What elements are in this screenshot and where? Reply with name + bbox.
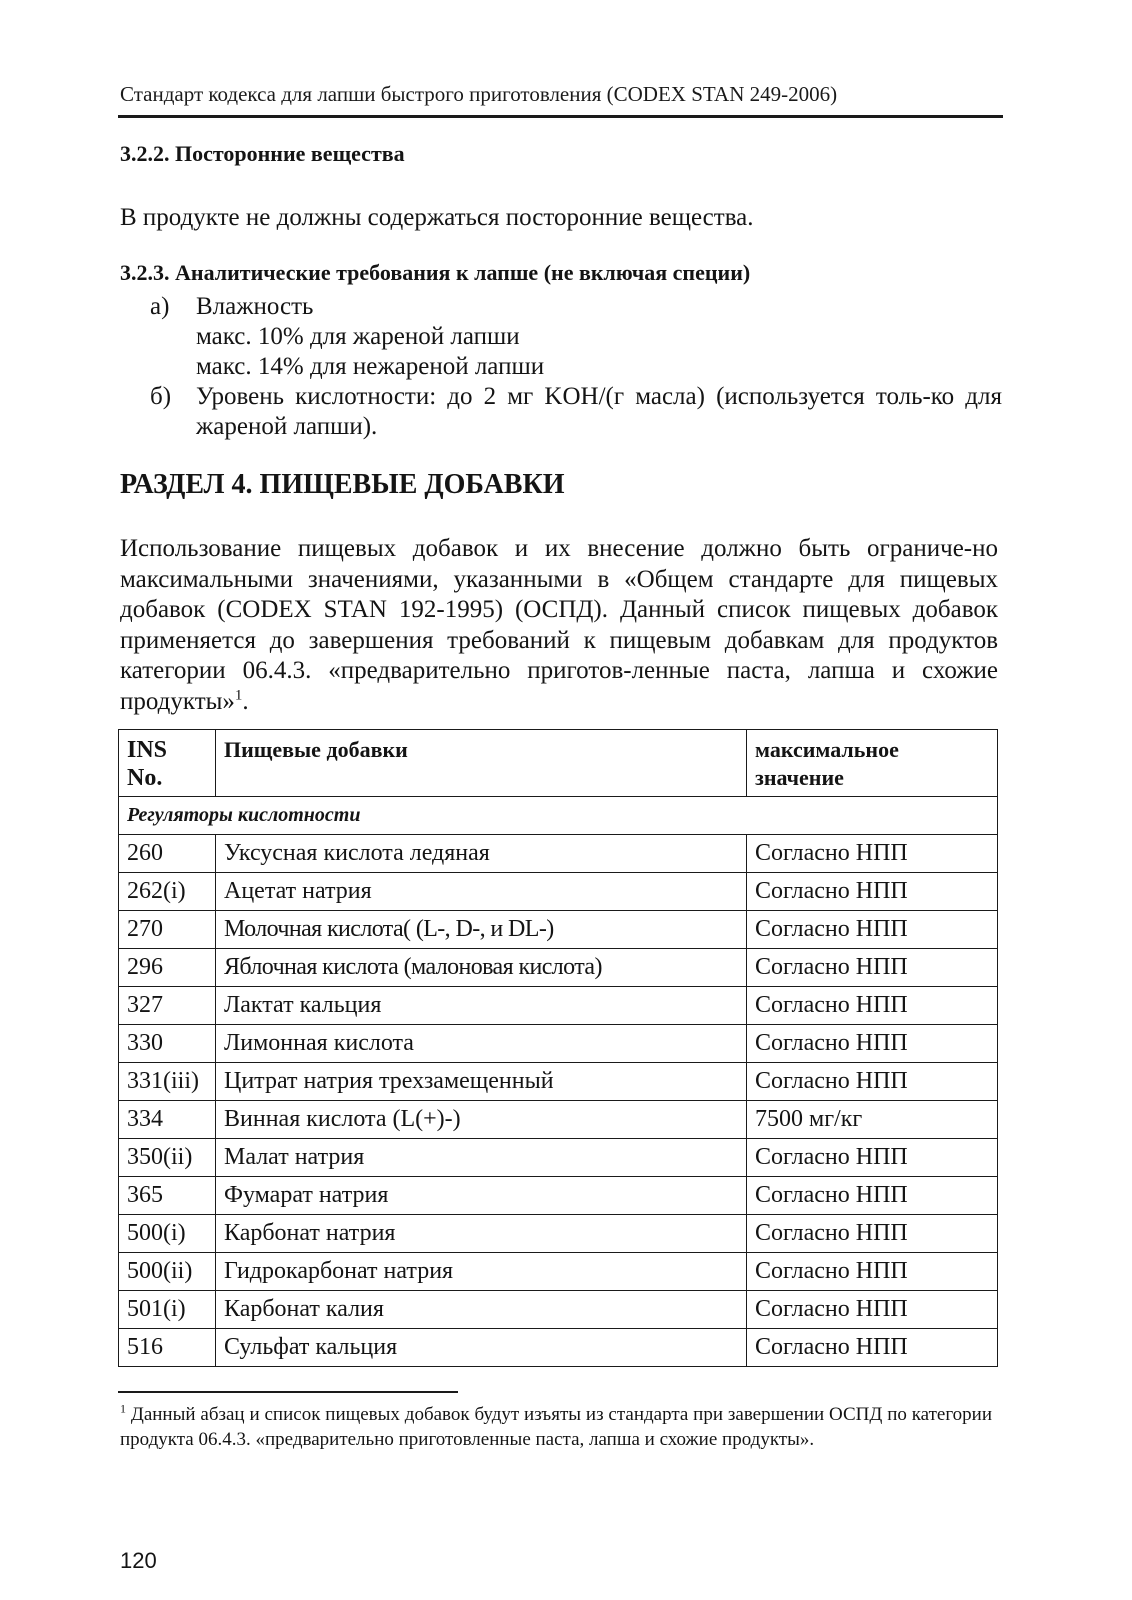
cell-ins-no: 262(i) bbox=[119, 873, 216, 911]
header-additive: Пищевые добавки bbox=[216, 730, 747, 797]
table-row bbox=[119, 873, 998, 911]
cell-additive-name: Винная кислота (L(+)-) bbox=[216, 1101, 747, 1139]
cell-max-value: Согласно НПП bbox=[747, 1139, 998, 1177]
footnote-text: Данный абзац и список пищевых добавок будут изъяты из стандарта при завершении ОСПД по категории продукта 06.4.3. «предварительно приготовленные паста, лапша и схожие продукты». bbox=[120, 1404, 993, 1450]
cell-ins-no: 516 bbox=[119, 1329, 216, 1367]
cell-ins-no: 270 bbox=[119, 911, 216, 949]
table-row bbox=[119, 1025, 998, 1063]
moisture-limit-fried: макс. 10% для жареной лапши bbox=[196, 323, 520, 350]
food-additives-table bbox=[118, 729, 998, 1367]
cell-max-value: 7500 мг/кг bbox=[747, 1101, 998, 1139]
cell-max-value: Согласно НПП bbox=[747, 1215, 998, 1253]
cell-max-value: Согласно НПП bbox=[747, 1329, 998, 1367]
table-row bbox=[119, 1291, 998, 1329]
cell-additive-name: Уксусная кислота ледяная bbox=[216, 835, 747, 873]
running-head: Стандарт кодекса для лапши быстрого приготовления (CODEX STAN 249-2006) bbox=[120, 82, 838, 106]
cell-additive-name: Карбонат натрия bbox=[216, 1215, 747, 1253]
cell-ins-no: 334 bbox=[119, 1101, 216, 1139]
subsection-heading-3-2-2: 3.2.2. Посторонние вещества bbox=[120, 141, 405, 166]
table-row bbox=[119, 1139, 998, 1177]
cell-max-value: Согласно НПП bbox=[747, 949, 998, 987]
cell-max-value: Согласно НПП bbox=[747, 1025, 998, 1063]
list-marker-b: б) bbox=[150, 383, 172, 410]
moisture-limit-unfried: макс. 14% для нежареной лапши bbox=[196, 353, 545, 380]
cell-max-value: Согласно НПП bbox=[747, 1253, 998, 1291]
list-item-title: Влажность bbox=[196, 293, 314, 320]
table-row bbox=[119, 1329, 998, 1367]
cell-max-value: Согласно НПП bbox=[747, 1177, 998, 1215]
table-row bbox=[119, 949, 998, 987]
footnote-marker: 1 bbox=[120, 1401, 126, 1416]
cell-max-value: Согласно НПП bbox=[747, 1063, 998, 1101]
cell-ins-no: 331(iii) bbox=[119, 1063, 216, 1101]
cell-ins-no: 296 bbox=[119, 949, 216, 987]
paragraph-text: Использование пищевых добавок и их внесение должно быть ограниче-но максимальными значениями, указанными в «Общем стандарте для пищевых добавок (CODEX STAN 192-1995) (ОСПД). Данный список пищевых добавок применяется до завершения требований к пищевым добавкам для продуктов категории 06.4.3. «предварительно приготов-ленные паста, лапша и схожие продукты» bbox=[120, 535, 998, 715]
table-row bbox=[119, 1101, 998, 1139]
table-row bbox=[119, 987, 998, 1025]
cell-ins-no: 501(i) bbox=[119, 1291, 216, 1329]
cell-ins-no: 350(ii) bbox=[119, 1139, 216, 1177]
footnote-divider bbox=[118, 1391, 458, 1393]
cell-additive-name: Лактат кальция bbox=[216, 987, 747, 1025]
table-row bbox=[119, 1063, 998, 1101]
cell-additive-name: Сульфат кальция bbox=[216, 1329, 747, 1367]
header-ins-no: INS No. bbox=[119, 730, 216, 797]
cell-ins-no: 500(i) bbox=[119, 1215, 216, 1253]
cell-ins-no: 365 bbox=[119, 1177, 216, 1215]
cell-additive-name: Яблочная кислота (малоновая кислота) bbox=[216, 949, 747, 987]
table-row bbox=[119, 911, 998, 949]
cell-additive-name: Ацетат натрия bbox=[216, 873, 747, 911]
subsection-text-3-2-2: В продукте не должны содержаться посторонние вещества. bbox=[120, 204, 754, 231]
table-row bbox=[119, 1215, 998, 1253]
list-marker-a: а) bbox=[150, 293, 170, 320]
header-max-value: максимальное значение bbox=[747, 730, 998, 797]
cell-additive-name: Малат натрия bbox=[216, 1139, 747, 1177]
footnote-reference: 1 bbox=[234, 687, 243, 704]
page-number: 120 bbox=[120, 1548, 157, 1573]
cell-additive-name: Цитрат натрия трехзамещенный bbox=[216, 1063, 747, 1101]
paragraph-end: . bbox=[242, 687, 249, 715]
header-divider bbox=[118, 115, 1003, 118]
cell-ins-no: 260 bbox=[119, 835, 216, 873]
table-group-row bbox=[119, 797, 998, 835]
list-item-moisture bbox=[150, 292, 1002, 322]
footnote bbox=[120, 1402, 992, 1452]
cell-max-value: Согласно НПП bbox=[747, 987, 998, 1025]
cell-max-value: Согласно НПП bbox=[747, 911, 998, 949]
section-paragraph bbox=[120, 534, 998, 717]
table-row bbox=[119, 835, 998, 873]
cell-ins-no: 327 bbox=[119, 987, 216, 1025]
cell-additive-name: Фумарат натрия bbox=[216, 1177, 747, 1215]
list-item-acidity bbox=[150, 382, 1002, 442]
group-label: Регуляторы кислотности bbox=[119, 797, 998, 835]
cell-max-value: Согласно НПП bbox=[747, 873, 998, 911]
list-item-text: Уровень кислотности: до 2 мг KOH/(г масла) (используется толь-ко для жареной лапши). bbox=[196, 383, 1002, 440]
table-row bbox=[119, 1177, 998, 1215]
cell-ins-no: 330 bbox=[119, 1025, 216, 1063]
section-heading: РАЗДЕЛ 4. ПИЩЕВЫЕ ДОБАВКИ bbox=[120, 469, 565, 500]
subsection-heading-3-2-3: 3.2.3. Аналитические требования к лапше (не включая специи) bbox=[120, 260, 751, 285]
cell-additive-name: Лимонная кислота bbox=[216, 1025, 747, 1063]
cell-additive-name: Карбонат калия bbox=[216, 1291, 747, 1329]
cell-max-value: Согласно НПП bbox=[747, 1291, 998, 1329]
cell-ins-no: 500(ii) bbox=[119, 1253, 216, 1291]
cell-additive-name: Гидрокарбонат натрия bbox=[216, 1253, 747, 1291]
table-row bbox=[119, 1253, 998, 1291]
cell-max-value: Согласно НПП bbox=[747, 835, 998, 873]
cell-additive-name: Молочная кислота( (L-, D-, и DL-) bbox=[216, 911, 747, 949]
table-header-row bbox=[119, 730, 998, 797]
